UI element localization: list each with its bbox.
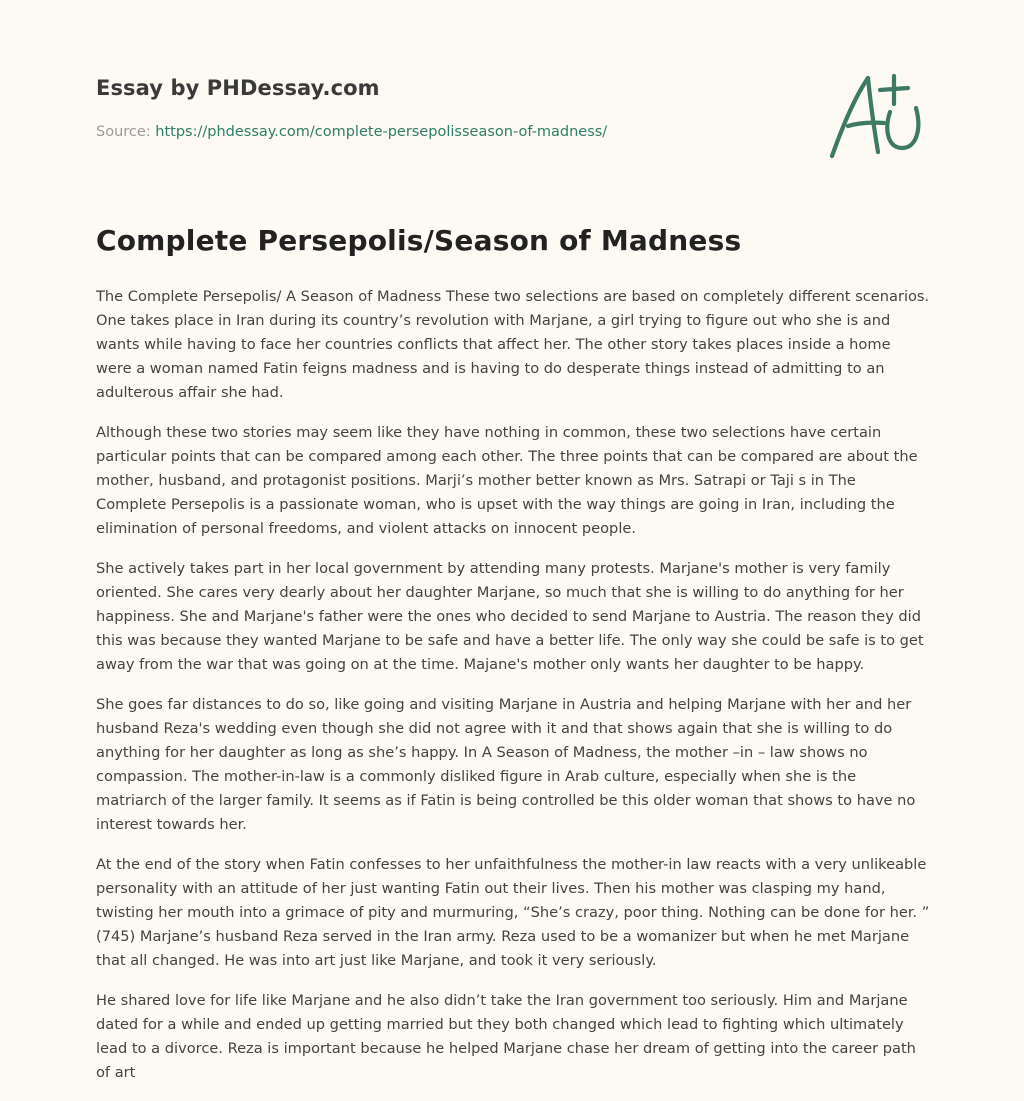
source-label: Source: (96, 124, 151, 140)
paragraph: He shared love for life like Marjane and he also didn’t take the Iran government too seriously. Him and Marjane dated for a while and ended up getting married but they both changed which lead to fighting which ultimately lead to a divorce. Reza is important because he helped Marjane chase her dream of getting into the career path of art (96, 992, 916, 1081)
page-title: Complete Persepolis/Season of Madness (96, 224, 742, 257)
source-link[interactable]: https://phdessay.com/complete-persepolisseason-of-madness/ (155, 124, 608, 140)
paragraph: Although these two stories may seem like they have nothing in common, these two selections have certain particular points that can be compared among each other. The three points that can be compared are about the mother, husband, and protagonist positions. Marji’s mother better known as Mrs. Satrapi or Taji s in The Complete Persepolis is a passionate woman, who is upset with the way things are going in Iran, including the elimination of personal freedoms, and violent attacks on innocent people. (96, 424, 918, 537)
page-header (96, 0, 928, 200)
source-line (96, 124, 607, 140)
site-brand: Essay by PHDessay.com (96, 76, 380, 100)
paragraph: The Complete Persepolis/ A Season of Madness These two selections are based on completely different scenarios. One takes place in Iran during its country’s revolution with Marjane, a girl trying to figure out who she is and wants while having to face her countries conflicts that affect her. The other story takes places inside a home were a woman named Fatin feigns madness and is having to do desperate things instead of admitting to an adulterous affair she had. (96, 288, 930, 401)
paragraph: She goes far distances to do so, like going and visiting Marjane in Austria and helping Marjane with her and her husband Reza's wedding even though she did not agree with it and that shows again that she is willing to do anything for her daughter as long as she’s happy. In A Season of Madness, the mother –in – law shows no compassion. The mother-in-law is a commonly disliked figure in Arab culture, especially when she is the matriarch of the larger family. It seems as if Fatin is being controlled be this older woman that shows to have no interest towards her. (96, 696, 916, 833)
paragraph: At the end of the story when Fatin confesses to her unfaithfulness the mother-in law reacts with a very unlikeable personality with an attitude of her just wanting Fatin out their lives. Then his mother was clasping my hand, twisting her mouth into a grimace of pity and murmuring, “She’s crazy, poor thing. Nothing can be done for her. ” (745) Marjane’s husband Reza served in the Iran army. Reza used to be a womanizer but when he met Marjane that all changed. He was into art just like Marjane, and took it very seriously. (96, 856, 930, 969)
paragraph: She actively takes part in her local government by attending many protests. Marjane's mother is very family oriented. She cares very dearly about her daughter Marjane, so much that she is willing to do anything for her happiness. She and Marjane's father were the ones who decided to send Marjane to Austria. The reason they did this was because they wanted Marjane to be safe and have a better life. The only way she could be safe is to get away from the war that was going on at the time. Majane's mother only wants her daughter to be happy. (96, 560, 924, 673)
article-body (96, 285, 930, 1101)
a-plus-grade-icon (824, 68, 928, 166)
